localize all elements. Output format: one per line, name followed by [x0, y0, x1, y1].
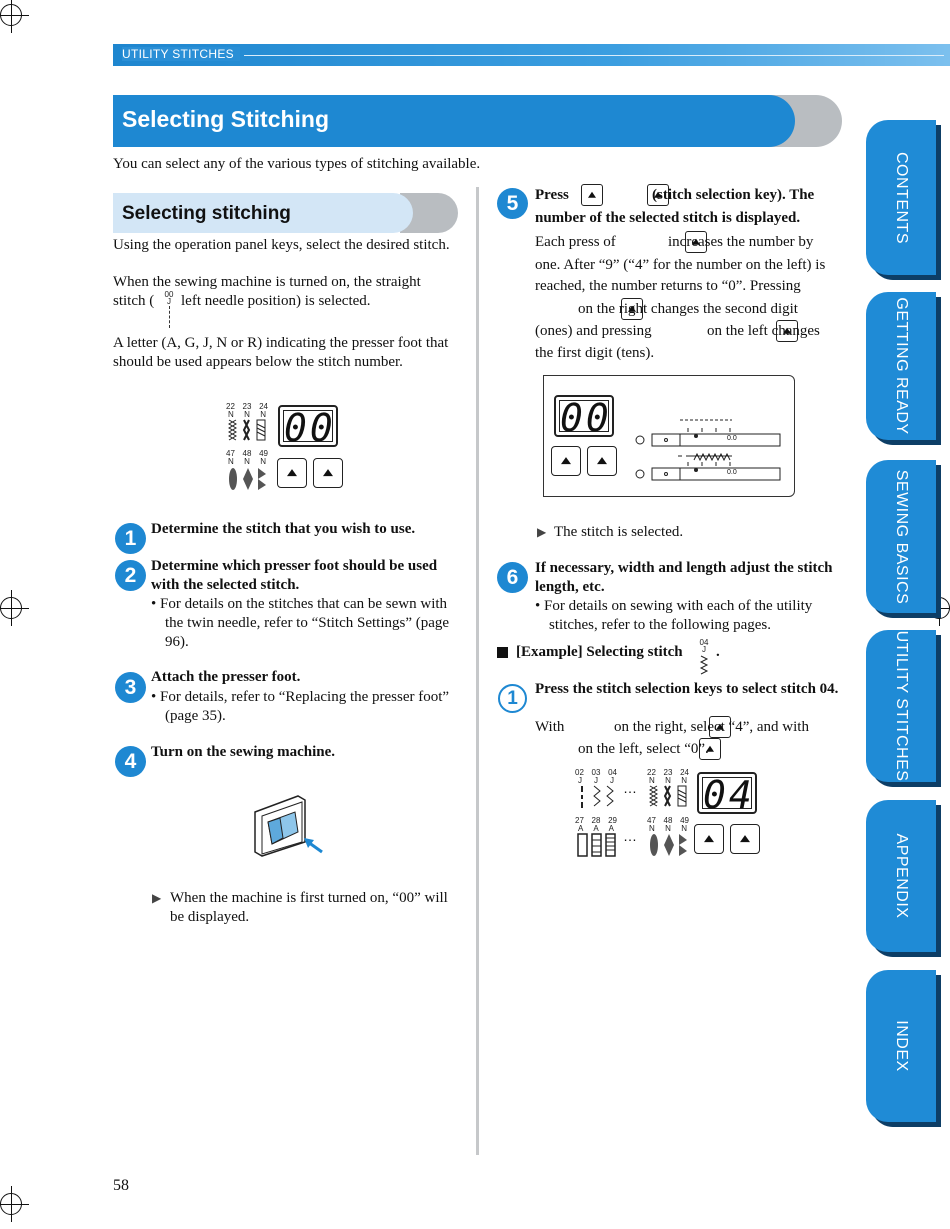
stitch-foot: N	[260, 457, 266, 466]
paragraph-2-line2b: left needle position) is selected.	[181, 293, 371, 309]
bullet-content: For details, refer to “Replacing the presser foot” (page 35).	[160, 689, 450, 724]
body-text: on the right changes the second digit	[578, 301, 798, 317]
step-number: 1	[115, 523, 146, 554]
body-text: on the left changes	[707, 323, 820, 339]
left-digit-key[interactable]	[694, 824, 724, 854]
paragraph-2-line2a: stitch (	[113, 293, 155, 309]
body-text: Each press of	[535, 234, 616, 250]
stitch-foot: J	[167, 297, 171, 306]
stitch-number-display	[278, 405, 338, 450]
step-title: Attach the presser foot.	[151, 669, 301, 685]
result-text: When the machine is first turned on, “00” will be displayed.	[170, 890, 448, 925]
body-text: the first digit (tens).	[535, 345, 655, 361]
stitch-num: 24	[259, 402, 268, 411]
stitch-foot: J	[594, 776, 598, 785]
example-title: [Example] Selecting stitch	[516, 644, 683, 660]
tab-label: UTILITY STITCHES	[893, 630, 910, 782]
stitch-foot: N	[665, 776, 671, 785]
body-text: (ones) and pressing	[535, 323, 652, 339]
body-text: on the left, select “0”.	[578, 741, 709, 757]
step-title: Turn on the sewing machine.	[151, 744, 336, 760]
stitch-foot: A	[593, 824, 599, 833]
power-switch-illustration	[250, 792, 325, 858]
step-number: 3	[115, 672, 146, 703]
step-number: 2	[115, 560, 146, 591]
stitch-selection-key-left[interactable]	[581, 184, 603, 206]
stitch-num: 23	[663, 768, 673, 777]
step-title: Determine which presser foot should be used with the selected stitch.	[151, 558, 438, 593]
bullet-content: For details on sewing with each of the utility stitches, refer to the following pages.	[544, 598, 813, 633]
tab-utility-stitches[interactable]	[866, 630, 936, 782]
step-number: 5	[497, 188, 528, 219]
section-heading: Selecting stitching	[122, 203, 291, 224]
left-digit-key[interactable]	[277, 458, 307, 488]
ellipsis: …	[623, 780, 637, 796]
page-number: 58	[113, 1177, 129, 1194]
stitch-foot: N	[665, 824, 671, 833]
stitch-pattern-icon	[577, 784, 617, 810]
stitch-num: 03	[591, 768, 601, 777]
stitch-num: 48	[663, 816, 673, 825]
stitch-foot: J	[702, 645, 706, 654]
stitch-pattern-icon	[228, 418, 268, 444]
stitch-num: 24	[680, 768, 689, 777]
stitch-num: 04	[608, 768, 617, 777]
stitch-num: 22	[647, 768, 656, 777]
body-text: on the right, select “4”, and with	[614, 719, 809, 735]
right-digit-key[interactable]	[587, 446, 617, 476]
stitch-foot: N	[244, 457, 250, 466]
stitch-num: 47	[226, 449, 235, 458]
stitch-panel-illustration	[226, 402, 346, 497]
stitch-pattern-icon	[228, 466, 268, 492]
tab-label: INDEX	[893, 1020, 910, 1072]
stitch-pattern-icon	[649, 832, 689, 858]
right-digit-key[interactable]	[730, 824, 760, 854]
bullet-text: • For details, refer to “Replacing the presser foot” (page 35).	[151, 689, 450, 724]
stitch-foot: N	[681, 824, 687, 833]
intro-text: You can select any of the various types of stitching available.	[113, 156, 481, 172]
stitch-num: 23	[242, 402, 252, 411]
body-text: increases the number by	[668, 234, 814, 250]
tab-label: APPENDIX	[893, 833, 910, 919]
paragraph-2-line1: When the sewing machine is turned on, the straight	[113, 274, 421, 290]
stitch-num: 22	[226, 402, 235, 411]
result-arrow-icon: ▶	[152, 891, 162, 905]
registration-mark-icon	[0, 597, 22, 619]
stitch-foot: A	[578, 824, 584, 833]
stitch-num: 49	[680, 816, 689, 825]
paragraph-3: A letter (A, G, J, N or R) indicating the presser foot that should be used appears below the stitch number.	[113, 335, 449, 370]
stitch-num: 27	[575, 816, 584, 825]
header-rule	[244, 55, 944, 56]
step-number: 6	[497, 562, 528, 593]
stitch-panel-illustration	[575, 768, 765, 860]
bullet-content: For details on the stitches that can be sewn with the twin needle, refer to “Stitch Settings” (page 96).	[160, 596, 450, 650]
tab-label: GETTING READY	[893, 297, 910, 435]
tab-label: CONTENTS	[893, 151, 910, 244]
section-header-label: UTILITY STITCHES	[122, 47, 240, 61]
stitch-foot: J	[578, 776, 582, 785]
stitch-num: 48	[242, 449, 252, 458]
stitch-foot: N	[244, 410, 250, 419]
display-digits: 00	[284, 406, 336, 450]
body-text: reached, the number returns to “0”. Pressing	[535, 278, 801, 294]
stitch-num: 47	[647, 816, 656, 825]
step-title: If necessary, width and length adjust the stitch length, etc.	[535, 560, 833, 595]
stitch-foot: N	[260, 410, 266, 419]
tab-contents[interactable]	[866, 120, 936, 275]
step-number: 4	[115, 746, 146, 777]
control-panel-illustration	[543, 375, 795, 497]
width-value: 0.0	[727, 435, 737, 442]
result-arrow-icon: ▶	[537, 525, 547, 539]
registration-mark-icon	[0, 1193, 22, 1215]
body-text: With	[535, 719, 565, 735]
display-digits: 00	[560, 396, 612, 440]
straight-stitch-icon	[160, 290, 178, 328]
stitch-number-display	[554, 395, 614, 440]
step-title: Determine the stitch that you wish to use.	[151, 521, 416, 537]
substep-number: 1	[498, 684, 527, 713]
body-text: one. After “9” (“4” for the number on the left) is	[535, 257, 826, 273]
square-bullet-icon	[497, 647, 508, 658]
bullet-text: • For details on sewing with each of the utility stitches, refer to the following pages.	[535, 598, 813, 633]
stitch-pattern-icon	[649, 784, 689, 810]
result-text: The stitch is selected.	[554, 524, 684, 540]
stitch-number: 04	[699, 638, 709, 647]
display-digits: 04	[703, 773, 755, 817]
stitch-num: 02	[575, 768, 584, 777]
stitch-foot: N	[681, 776, 687, 785]
tab-label: SEWING BASICS	[893, 469, 910, 604]
stitch-foot: N	[228, 457, 234, 466]
substep-title: Press the stitch selection keys to select stitch 04.	[535, 681, 839, 697]
stitch-number: 00	[164, 290, 174, 299]
bullet-text: • For details on the stitches that can be sewn with the twin needle, refer to “Stitch Settings” (page 96).	[151, 596, 450, 650]
left-digit-key[interactable]	[551, 446, 581, 476]
page-title: Selecting Stitching	[122, 106, 330, 132]
paragraph-1: Using the operation panel keys, select the desired stitch.	[113, 237, 450, 253]
stitch-foot: N	[649, 776, 655, 785]
tab-getting-ready[interactable]	[866, 292, 936, 440]
step5-line1a: Press	[535, 187, 569, 203]
ellipsis: …	[623, 828, 637, 844]
right-digit-key[interactable]	[313, 458, 343, 488]
column-divider	[476, 187, 479, 1155]
stitch-foot: A	[608, 824, 614, 833]
stitch-num: 49	[259, 449, 268, 458]
stitch-pattern-icon	[577, 832, 617, 858]
length-value: 0.0	[727, 469, 737, 476]
width-length-sliders	[632, 412, 792, 492]
tab-index[interactable]	[866, 970, 936, 1122]
stitch-foot: J	[610, 776, 614, 785]
stitch-foot: N	[649, 824, 655, 833]
step5-line2: number of the selected stitch is displayed.	[535, 210, 801, 226]
tab-appendix[interactable]	[866, 800, 936, 952]
tab-sewing-basics[interactable]	[866, 460, 936, 613]
stitch-num: 28	[591, 816, 601, 825]
stitch-num: 29	[608, 816, 617, 825]
registration-mark-icon	[0, 4, 22, 26]
stitch-foot: N	[228, 410, 234, 419]
step5-line1b: (stitch selection key). The	[652, 187, 815, 203]
period: .	[716, 644, 720, 660]
zigzag-stitch-icon	[696, 638, 712, 681]
stitch-number-display	[697, 772, 757, 817]
